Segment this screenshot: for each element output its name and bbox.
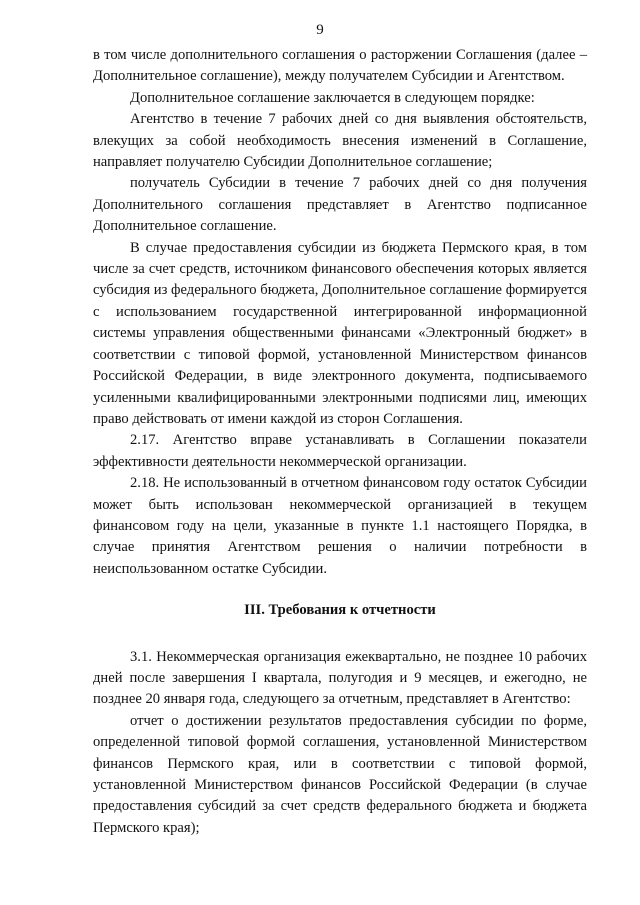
paragraph-continuation: в том числе дополнительного соглашения о расторжении Соглашения (далее – Дополнительное соглашение), между получателем Субсидии и Агентством. bbox=[93, 47, 587, 85]
section-heading: III. Требования к отчетности bbox=[244, 602, 436, 619]
page-number: 9 bbox=[316, 22, 324, 38]
document-body bbox=[93, 45, 587, 839]
paragraph-report: отчет о достижении результатов предоставления субсидии по форме, определенной типовой формой соглашения, установленной Министерством финансов Пермского края, или в соответствии с типовой формой, установленной Министерством финансов Российской Федерации (в случае предоставления субсидий за счет средств федерального бюджета и бюджета Пермского края); bbox=[93, 712, 587, 836]
paragraph-2-18: 2.18. Не использованный в отчетном финансовом году остаток Субсидии может быть использован некоммерческой организацией в текущем финансовом году на цели, указанные в пункте 1.1 настоящего Порядка, в случае принятия Агентством решения о наличии потребности в неиспользованном остатке Субсидии. bbox=[93, 475, 587, 577]
paragraph-3-1: 3.1. Некоммерческая организация ежеквартально, не позднее 10 рабочих дней после завершения I квартала, полугодия и 9 месяцев, и ежегодно, не позднее 20 января года, следующего за отчетным, представляет в Агентство: bbox=[93, 648, 587, 708]
paragraph-recipient-step: получатель Субсидии в течение 7 рабочих дней со дня получения Дополнительного соглашения представляет в Агентство подписанное Дополнительное соглашение. bbox=[93, 175, 587, 235]
paragraph-procedure-intro: Дополнительное соглашение заключается в следующем порядке: bbox=[130, 89, 535, 106]
paragraph-2-17: 2.17. Агентство вправе устанавливать в Соглашении показатели эффективности деятельности некоммерческой организации. bbox=[93, 432, 587, 470]
paragraph-electronic-budget: В случае предоставления субсидии из бюджета Пермского края, в том числе за счет средств, источником финансового обеспечения которых является субсидия из федерального бюджета, Дополнительное соглашение формируется с использованием государственной интегрированной информационной системы управления общественными финансами «Электронный бюджет» в соответствии с типовой формой, установленной Министерством финансов Российской Федерации, в виде электронного документа, подписываемого усиленными квалифицированными электронными подписями лиц, имеющих право действовать от имени каждой из сторон Соглашения. bbox=[93, 239, 587, 427]
paragraph-agency-step: Агентство в течение 7 рабочих дней со дня выявления обстоятельств, влекущих за собой необходимость внесения изменений в Соглашение, направляет получателю Субсидии Дополнительное соглашение; bbox=[93, 111, 587, 171]
